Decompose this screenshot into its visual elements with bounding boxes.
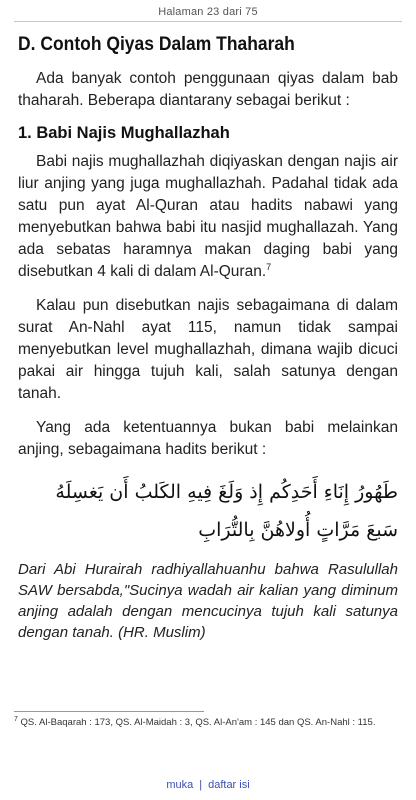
footnote-number: 7 (14, 715, 18, 723)
paragraph-anjing: Yang ada ketentuannya bukan babi melainkan anjing, sebagaimana hadits berikut : (18, 419, 398, 458)
page-indicator: Halaman 23 dari 75 (158, 6, 258, 18)
page-content (18, 34, 398, 643)
footnote-ref[interactable]: 7 (266, 261, 272, 272)
subsection-title: 1. Babi Najis Mughallazhah (18, 124, 230, 142)
paragraph-an-nahl: Kalau pun disebutkan najis sebagaimana di dalam surat An-Nahl ayat 115, namun tidak sampai menyebutkan level mughallazhah, dimana wajib dicuci pakai air hingga tujuh kali, salah satunya dengan tanah. (18, 297, 398, 402)
table-of-contents-link[interactable]: daftar isi (208, 779, 250, 791)
nav-separator: | (199, 779, 203, 791)
hadith-arabic: طَهُورُ إِنَاءِ أَحَدِكُم إِذ وَلَغَ فِيهِ الكَلبُ أَن يَغسِلَهُ سَبعَ مَرَّاتٍ أُولاهُنَّ بِالتُّرَابِ (55, 481, 398, 541)
hadith-translation: Dari Abi Hurairah radhiyallahuanhu bahwa Rasulullah SAW bersabda,"Sucinya wadah air kalian yang diminum anjing adalah dengan mencucinya tujuh kali satunya dengan tanah. (HR. Muslim) (18, 561, 398, 641)
footnote (14, 717, 404, 729)
header-divider (14, 21, 402, 22)
section-title: D. Contoh Qiyas Dalam Thaharah (18, 34, 295, 55)
intro-paragraph: Ada banyak contoh penggunaan qiyas dalam bab thaharah. Beberapa diantarany sebagai berikut : (18, 70, 398, 109)
footnote-divider (14, 711, 204, 712)
home-link[interactable]: muka (166, 779, 194, 791)
footnote-text: QS. Al-Baqarah : 173, QS. Al-Maidah : 3, QS. Al-An'am : 145 dan QS. An-Nahl : 115. (17, 717, 376, 728)
page-navigation (0, 779, 416, 791)
paragraph-babi-najis (18, 151, 398, 283)
paragraph-text: Babi najis mughallazhah diqiyaskan dengan najis air liur anjing yang juga mughallazhah. Padahal tidak ada satu pun ayat Al-Quran atau hadits nabawi yang menyebutkan bahwa babi itu nasjid mughallazah. Yang ada sebatas haramnya makan daging babi yang disebutkan 4 kali di dalam Al-Quran. (18, 153, 398, 280)
